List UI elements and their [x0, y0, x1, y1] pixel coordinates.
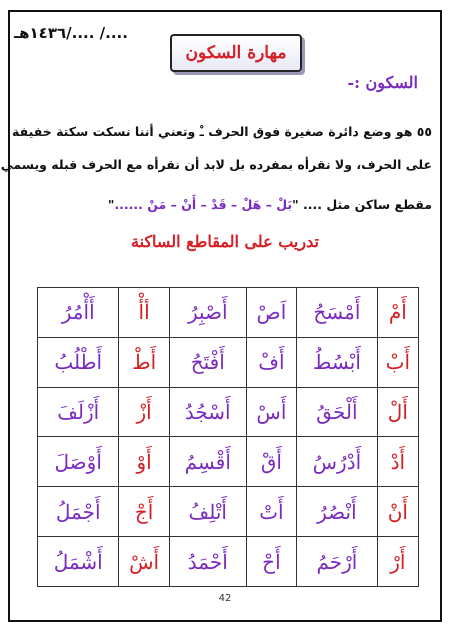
- table-cell: أَفْ: [246, 337, 296, 387]
- table-cell: أَدْ: [377, 437, 418, 487]
- table-cell: أَبْسُطُ: [297, 337, 378, 387]
- table-cell: أَطْ: [119, 337, 169, 387]
- table-cell: أَحْمَدُ: [169, 537, 246, 587]
- table-cell: أَتْلِفُ: [169, 487, 246, 537]
- table-cell: أَأْمُرُ: [38, 288, 119, 338]
- examples-list: بَلْ – هَلْ – قَدْ – أَنْ – مَنْ ......: [114, 197, 293, 212]
- table-cell: أَصْبِرُ: [169, 288, 246, 338]
- table-cell: أَرْحَمُ: [297, 537, 378, 587]
- table-cell: أَفْتَحُ: [169, 337, 246, 387]
- table-cell: أَسْ: [246, 387, 296, 437]
- exercise-title: تدريب على المقاطع الساكنة: [131, 232, 319, 251]
- table-cell: اَصْ: [246, 288, 296, 338]
- table-cell: أَتْ: [246, 487, 296, 537]
- title-box: [170, 34, 302, 72]
- table-cell: أَقْسِمُ: [169, 437, 246, 487]
- table-cell: أَنْ: [377, 487, 418, 537]
- table-cell: أَزْلَفَ: [38, 387, 119, 437]
- table-cell: أَقْ: [246, 437, 296, 487]
- paragraph-line-1: ٥٥ هو وضع دائرة صغيرة فوق الحرف ـْ وتعني أننا نسكت سكتة خفيفة: [12, 124, 432, 139]
- page-title: مهارة السكون: [185, 43, 287, 63]
- table-row: [38, 288, 419, 338]
- table-cell: أَسْجُدُ: [169, 387, 246, 437]
- table-cell: أأْ: [119, 288, 169, 338]
- table-row: [38, 487, 419, 537]
- table-cell: أَجْ: [119, 487, 169, 537]
- table-cell: أَزْ: [119, 387, 169, 437]
- table-cell: أَمْسَحُ: [297, 288, 378, 338]
- table-cell: أَحْ: [246, 537, 296, 587]
- paragraph-line-2: على الحرف، ولا نقرأه بمفرده بل لابد أن نقرأه مع الحرف قبله ويسمي: [0, 157, 432, 172]
- table-cell: أَلْ: [377, 387, 418, 437]
- date-line: ..../ ..../١٤٣٦هـ: [14, 24, 128, 42]
- table-row: [38, 437, 419, 487]
- table-row: [38, 537, 419, 587]
- table-cell: أَطْلُبُ: [38, 337, 119, 387]
- table-cell: أَنْصُرُ: [297, 487, 378, 537]
- table-row: [38, 387, 419, 437]
- exercise-table: [37, 287, 419, 587]
- table-cell: أَلْحَقُ: [297, 387, 378, 437]
- table-cell: أَرْ: [377, 537, 418, 587]
- table-cell: أَجْمَلُ: [38, 487, 119, 537]
- table-cell: أَدْرُسُ: [297, 437, 378, 487]
- table-row: [38, 337, 419, 387]
- table-cell: أَوْصَلَ: [38, 437, 119, 487]
- paragraph-line-3: [20, 197, 432, 212]
- section-heading: السكون :-: [347, 73, 418, 92]
- table-cell: أَشْمَلُ: [38, 537, 119, 587]
- table-cell: أَشْ: [119, 537, 169, 587]
- table-cell: أَمْ: [377, 288, 418, 338]
- examples-prefix: مقطع ساكن مثل .... ": [292, 197, 432, 212]
- page-number: 42: [218, 593, 232, 604]
- table-cell: أَبْ: [377, 337, 418, 387]
- table-cell: أَوْ: [119, 437, 169, 487]
- examples-suffix: ": [107, 197, 115, 212]
